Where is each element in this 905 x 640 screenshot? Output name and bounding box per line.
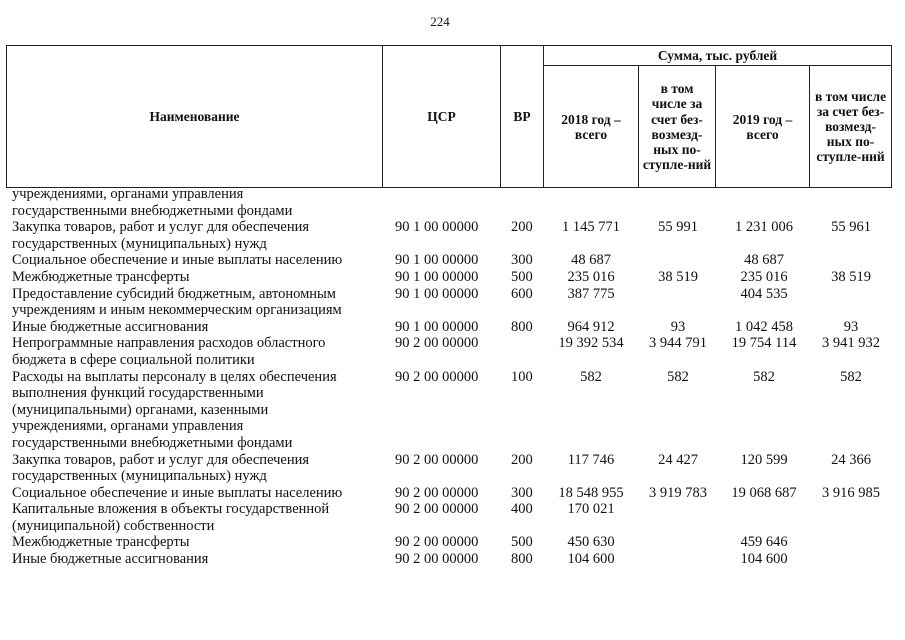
row-name: Расходы на выплаты персоналу в целях обеспечения выполнения функций государственными (муниципальными) органами, казенными учреждениями, органами управления государственными внебюджетными фондами: [12, 368, 337, 451]
row-2018-total: 18 548 955: [558, 484, 624, 501]
row-2018-total: 19 392 534: [558, 335, 624, 352]
row-2018-total: 582: [580, 368, 602, 385]
row-2019-free: [811, 186, 891, 219]
row-name: учреждениями, органами управления государственными внебюджетными фондами: [12, 186, 293, 219]
table-row: [6, 452, 891, 485]
row-2018-total: [543, 186, 639, 219]
row-csr: 90 2 00 00000: [395, 368, 479, 385]
row-2019-total: 404 535: [740, 285, 788, 302]
row-2018-free: [639, 501, 717, 534]
row-2019-free: 3 916 985: [822, 484, 880, 501]
row-2018-total: 964 912: [567, 318, 615, 335]
header-vr: ВР: [501, 46, 544, 188]
row-vr: [501, 186, 543, 219]
row-2018-free: [639, 286, 717, 319]
row-2018-total: 104 600: [567, 551, 615, 568]
header-2018-free: в том числе за счет без-возмезд-ных по-ступле-ний: [639, 66, 716, 188]
row-name: Непрограммные направления расходов областного бюджета в сфере социальной политики: [12, 335, 326, 368]
table-row: [6, 485, 891, 502]
table-body: [6, 186, 891, 568]
table-row: [6, 219, 891, 252]
row-2019-total: 48 687: [744, 252, 784, 269]
row-name: Иные бюджетные ассигнования: [12, 551, 209, 568]
row-2019-free: [811, 551, 891, 568]
row-vr: 800: [511, 318, 533, 335]
row-2019-free: [811, 252, 891, 269]
row-vr: 300: [511, 252, 533, 269]
row-2018-total: 170 021: [567, 501, 615, 518]
row-csr: 90 1 00 00000: [395, 285, 479, 302]
row-2019-free: 93: [843, 318, 859, 335]
table-row: [6, 369, 891, 452]
row-csr: [379, 186, 501, 219]
header-2019-total: 2019 год – всего: [716, 66, 810, 188]
row-2018-total: 387 775: [567, 285, 615, 302]
row-csr: 90 1 00 00000: [395, 268, 479, 285]
row-2018-free: 93: [670, 318, 686, 335]
table-row: [6, 319, 891, 336]
page-number: 224: [430, 14, 450, 29]
row-vr: 300: [511, 484, 533, 501]
row-2018-free: 38 519: [658, 268, 698, 285]
table-row: [6, 252, 891, 269]
row-2019-free: [811, 534, 891, 551]
row-csr: 90 1 00 00000: [395, 219, 479, 236]
row-csr: 90 1 00 00000: [395, 252, 479, 269]
row-2019-total: 120 599: [740, 451, 788, 468]
row-2019-free: [811, 501, 891, 534]
row-2019-total: 104 600: [740, 551, 788, 568]
row-name: Иные бюджетные ассигнования: [12, 318, 209, 335]
header-2018-total: 2018 год – всего: [544, 66, 639, 188]
table-row: [6, 551, 891, 568]
table-row: [6, 269, 891, 286]
header-csr: ЦСР: [383, 46, 501, 188]
row-2019-total: 459 646: [740, 534, 788, 551]
row-2019-free: [811, 286, 891, 319]
row-csr: 90 2 00 00000: [395, 534, 479, 551]
row-2019-total: 19 754 114: [731, 335, 797, 352]
row-2019-free: 582: [840, 368, 862, 385]
row-2018-free: 24 427: [658, 451, 698, 468]
row-name: Капитальные вложения в объекты государственной (муниципальной) собственности: [12, 501, 330, 534]
row-2018-total: 235 016: [567, 268, 615, 285]
row-name: Предоставление субсидий бюджетным, автономным учреждениям и иным некоммерческим организациям: [12, 285, 342, 319]
row-name: Закупка товаров, работ и услуг для обеспечения государственных (муниципальных) нужд: [12, 219, 310, 252]
header-name: Наименование: [7, 46, 383, 188]
row-2019-free: 38 519: [831, 268, 871, 285]
row-2018-free: [639, 252, 717, 269]
row-name: Межбюджетные трансферты: [12, 268, 190, 285]
row-2018-total: 1 145 771: [562, 219, 620, 236]
row-2019-total: 1 231 006: [735, 219, 793, 236]
row-2019-free: 55 961: [831, 219, 871, 236]
row-vr: 100: [511, 368, 533, 385]
row-csr: 90 2 00 00000: [395, 501, 479, 518]
table-row: [6, 286, 891, 319]
row-name: Межбюджетные трансферты: [12, 534, 190, 551]
row-vr: 200: [511, 451, 533, 468]
row-2019-total: 19 068 687: [731, 484, 797, 501]
row-2019-total: [717, 501, 811, 534]
row-csr: 90 2 00 00000: [395, 451, 479, 468]
row-name: Закупка товаров, работ и услуг для обеспечения государственных (муниципальных) нужд: [12, 451, 310, 485]
row-vr: 200: [511, 219, 533, 236]
row-2018-total: 117 746: [567, 451, 615, 468]
row-2018-free: [639, 551, 717, 568]
row-2018-free: 3 944 791: [649, 335, 707, 352]
row-2019-total: [717, 186, 811, 219]
row-vr: 500: [511, 534, 533, 551]
row-2019-total: 235 016: [740, 268, 788, 285]
row-csr: 90 2 00 00000: [395, 335, 479, 352]
row-name: Социальное обеспечение и иные выплаты населению: [12, 484, 343, 501]
row-2018-free: 55 991: [658, 219, 698, 236]
row-2018-free: [639, 186, 717, 219]
row-2018-free: 3 919 783: [649, 484, 707, 501]
table-row: [6, 186, 891, 219]
row-csr: 90 2 00 00000: [395, 484, 479, 501]
row-name: Социальное обеспечение и иные выплаты населению: [12, 252, 343, 269]
row-2019-free: 24 366: [831, 451, 871, 468]
row-vr: 600: [511, 285, 533, 302]
row-2018-total: 48 687: [571, 252, 611, 269]
table-header: [6, 45, 892, 188]
row-2019-total: 582: [753, 368, 775, 385]
row-2018-free: 582: [667, 368, 689, 385]
row-vr: [501, 335, 543, 368]
row-vr: 500: [511, 268, 533, 285]
header-2019-free: в том числе за счет без-возмезд-ных по-ступле-ний: [810, 66, 892, 188]
row-csr: 90 1 00 00000: [395, 318, 479, 335]
row-csr: 90 2 00 00000: [395, 551, 479, 568]
row-vr: 400: [511, 501, 533, 518]
table-row: [6, 534, 891, 551]
table-row: [6, 501, 891, 534]
row-2018-free: [639, 534, 717, 551]
row-vr: 800: [511, 551, 533, 568]
row-2019-total: 1 042 458: [735, 318, 793, 335]
header-sum: Сумма, тыс. рублей: [544, 46, 892, 66]
row-2019-free: 3 941 932: [822, 335, 880, 352]
row-2018-total: 450 630: [567, 534, 615, 551]
table-row: [6, 335, 891, 368]
